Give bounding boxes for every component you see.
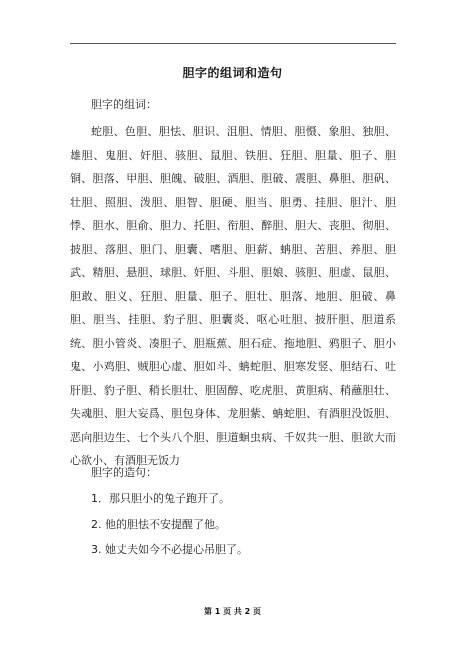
sentences-heading: 胆字的造句： (91, 466, 157, 479)
sentences-list (91, 486, 248, 563)
sentence-item: 1．那只胆小的兔子跑开了。 (91, 492, 230, 505)
sentence-item: 3. 她丈夫如今不必提心吊胆了。 (91, 543, 248, 556)
sentence-item: 2. 他的胆怯不安提醒了他。 (91, 517, 226, 531)
header-rule (70, 43, 396, 44)
document-title: 胆字的组词和造句 (182, 66, 283, 80)
words-heading: 胆字的组词： (91, 98, 157, 111)
words-paragraph: 蛇胆、色胆、胆怯、胆识、沮胆、情胆、胆慑、象胆、独胆、雄胆、鬼胆、奸胆、骇胆、鼠胆、铁胆、狂胆、胆量、胆子、胆铜、胆落、甲胆、胆魄、破胆、酒胆、胆破、震胆、鼻胆、胆矾、壮胆、照胆、泼胆、胆智、胆硬、胆当、胆勇、挂胆、胆汁、胆悸、胆水、胆俞、胆力、托胆、衔胆、醉胆、胆大、丧胆、彻胆、披胆、落胆、胆门、胆囊、嗜胆、胆薪、蚺胆、苦胆、养胆、胆武、精胆、悬胆、球胆、奸胆、斗胆、胆娘、骇胆、胆虚、鼠胆、胆敢、胆义、狂胆、胆量、胆子、胆壮、胆落、地胆、胆破、鼻胆、胆当、挂胆、豹子胆、胆囊炎、呕心吐胆、披肝胆、胆道系统、胆小管炎、凑胆子、胆瓶蕉、胆石症、拖地胆、鸦胆子、胆小鬼、小鸡胆、贼胆心虚、胆如斗、蚺蛇胆、胆寒发竖、胆结石、吐肝胆、豹子胆、稍长胆壮、胆固醇、吃虎胆、黄胆病、稍蘸胆壮、失魂胆、胆大妄爲、胆包身体、龙胆紫、蚺蛇胆、有酒胆没饭胆、恶向胆边生、七个头八个胆、胆道蛔虫病、千奴共一胆、胆欲大而心欲小、有酒胆无饭力 (70, 125, 396, 467)
page-footer: 第 1 页 共 2 页 (203, 607, 262, 616)
